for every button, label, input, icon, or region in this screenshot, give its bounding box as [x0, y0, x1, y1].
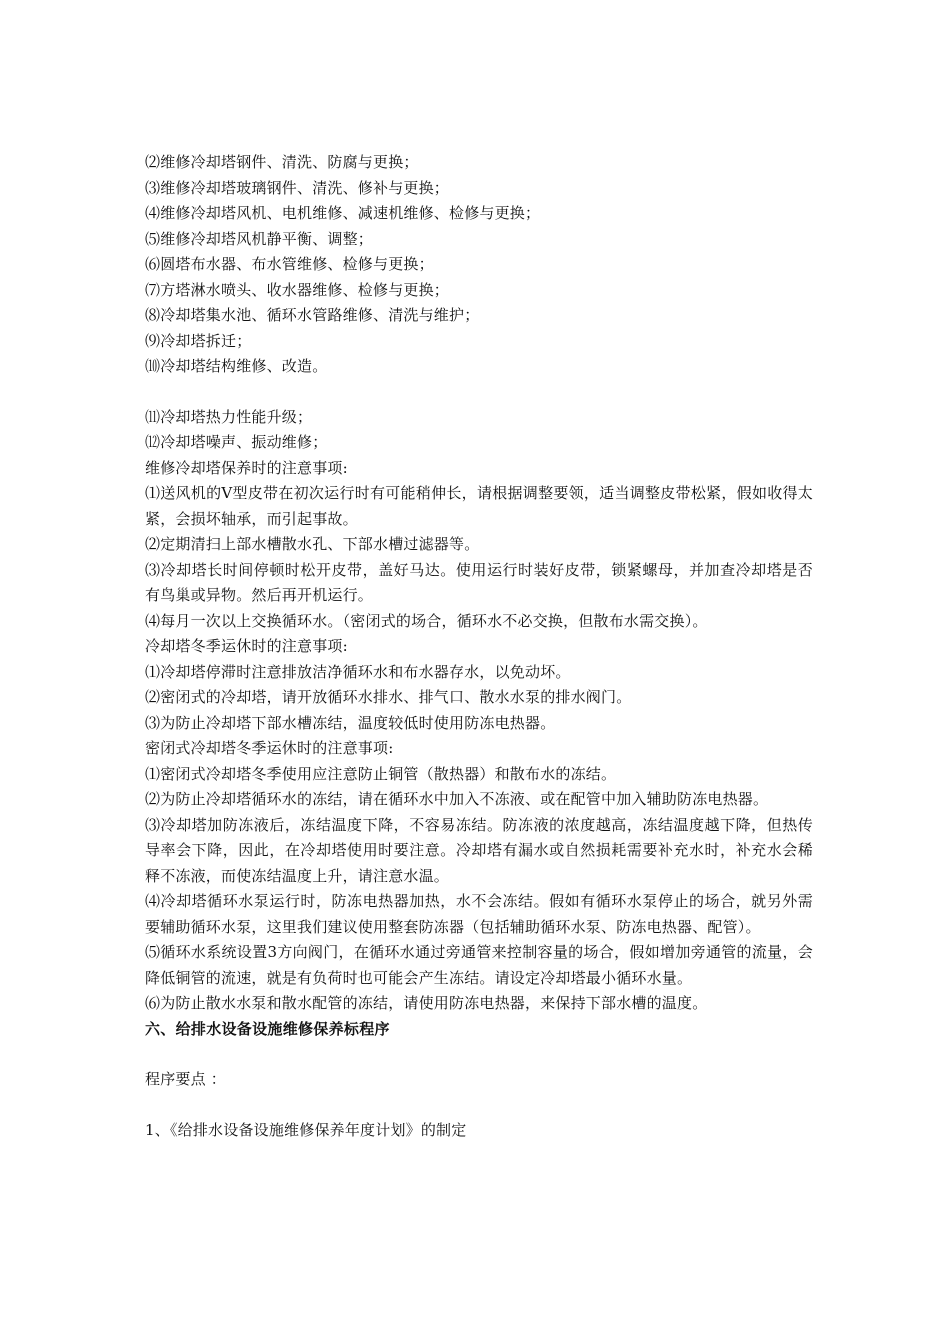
- list-item: ⑹圆塔布水器、布水管维修、检修与更换；: [145, 255, 434, 273]
- list-item: ⑷维修冷却塔风机、电机维修、减速机维修、检修与更换；: [145, 204, 541, 222]
- list-item: ⑵为防止冷却塔循环水的冻结，请在循环水中加入不冻液、或在配管中加入辅助防冻电热器。: [145, 790, 769, 808]
- closed-winter-notes: [145, 736, 813, 1017]
- list-item: ⑻冷却塔集水池、循环水管路维修、清洗与维护；: [145, 306, 480, 324]
- list-item: ⑶冷却塔加防冻液后，冻结温度下降，不容易冻结。防冻液的浓度越高，冻结温度越下降，但热传导率会下降，因此，在冷却塔使用时要注意。冷却塔有漏水或自然损耗需要补充水时，补充水会稀释不冻液，而使冻结温度上升，请注意水温。: [145, 815, 813, 885]
- list-item: ⑽冷却塔结构维修、改造。: [145, 357, 328, 375]
- paragraph-gap: [145, 380, 813, 405]
- list-item: ⑵定期清扫上部水槽散水孔、下部水槽过滤器等。: [145, 535, 480, 553]
- winter-notes: [145, 634, 813, 736]
- section-title: 冷却塔冬季运休时的注意事项:: [145, 637, 348, 655]
- repair-list: [145, 150, 813, 380]
- section-title: 维修冷却塔保养时的注意事项:: [145, 458, 348, 477]
- section-heading: 六、给排水设备设施维修保养标程序: [145, 1019, 390, 1038]
- list-item: ⑹为防止散水水泵和散水配管的冻结，请使用防冻电热器，来保持下部水槽的温度。: [145, 994, 708, 1012]
- list-item: ⑾冷却塔热力性能升级；: [145, 407, 313, 426]
- subheading: 程序要点 ：: [145, 1070, 226, 1088]
- list-item: ⑴冷却塔停滞时注意排放洁净循环水和布水器存水，以免动坏。: [145, 662, 571, 681]
- list-item: ⑵维修冷却塔钢件、清洗、防腐与更换；: [145, 153, 419, 171]
- section-title: 密闭式冷却塔冬季运休时的注意事项:: [145, 739, 394, 757]
- list-item: ⑼冷却塔拆迁；: [145, 331, 252, 350]
- repair-list-continued: [145, 405, 813, 456]
- numbered-item: 1、《给排水设备设施维修保养年度计划》的制定: [145, 1120, 467, 1139]
- list-item: ⑷冷却塔循环水泵运行时，防冻电热器加热，水不会冻结。假如有循环水泵停止的场合，就另外需要辅助循环水泵，这里我们建议使用整套防冻器（包括辅助循环水泵、防冻电热器、配管）。: [145, 892, 813, 936]
- list-item: ⑶为防止冷却塔下部水槽冻结，温度较低时使用防冻电热器。: [145, 713, 556, 732]
- list-item: ⑴密闭式冷却塔冬季使用应注意防止铜管（散热器）和散布水的冻结。: [145, 764, 617, 783]
- list-item: ⑿冷却塔噪声、振动维修；: [145, 433, 328, 451]
- list-item: ⑶维修冷却塔玻璃钢件、清洗、修补与更换；: [145, 178, 450, 197]
- list-item: ⑸维修冷却塔风机静平衡、调整；: [145, 229, 374, 248]
- list-item: ⑵密闭式的冷却塔，请开放循环水排水、排气口、散水水泵的排水阀门。: [145, 688, 632, 706]
- list-item: ⑴送风机的V型皮带在初次运行时有可能稍伸长，请根据调整要领，适当调整皮带松紧，假如收得太紧，会损坏轴承，而引起事故。: [145, 484, 813, 528]
- list-item: ⑶冷却塔长时间停顿时松开皮带，盖好马达。使用运行时装好皮带，锁紧螺母，并加查冷却塔是否有鸟巢或异物。然后再开机运行。: [145, 560, 813, 604]
- list-item: ⑸循环水系统设置3方向阀门，在循环水通过旁通管来控制容量的场合，假如增加旁通管的流量，会降低铜管的流速，就是有负荷时也可能会产生冻结。请设定冷却塔最小循环水量。: [145, 943, 813, 987]
- list-item: ⑺方塔淋水喷头、收水器维修、检修与更换；: [145, 280, 450, 299]
- list-item: ⑷每月一次以上交换循环水。（密闭式的场合，循环水不必交换，但散布水需交换）。: [145, 611, 708, 630]
- document-page: [145, 150, 813, 1143]
- maintenance-notes: [145, 456, 813, 635]
